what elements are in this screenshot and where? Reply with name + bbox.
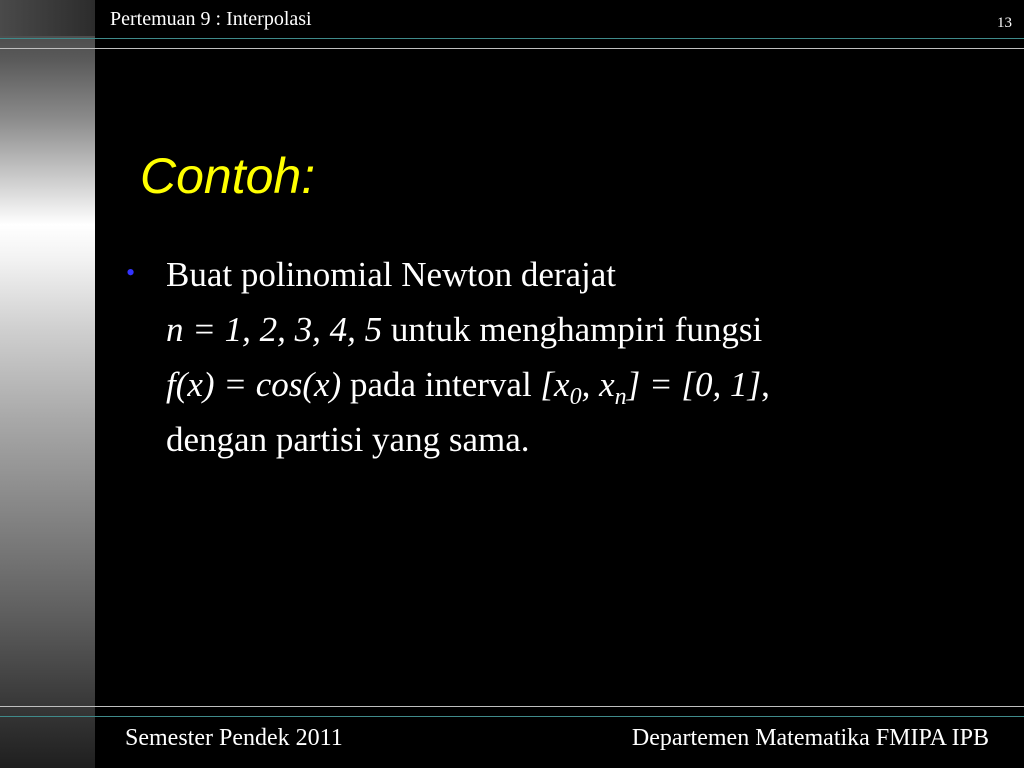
bullet-line-2 [166,302,1006,357]
bullet-line-2-text: untuk menghampiri fungsi [382,310,763,349]
page-number: 13 [997,15,1012,31]
header-corner [0,0,95,36]
bullet-line-4: dengan partisi yang sama. [166,420,530,459]
bullet-line-3-text: pada interval [341,365,541,404]
bullet-item [126,247,1006,467]
footer-divider-gray [0,706,1024,707]
slide-title: Contoh: [140,148,316,204]
interval-close: ] = [0, 1] [626,365,762,404]
bullet-line-3-end: , [761,365,770,404]
bullet-text [166,247,1006,467]
footer-semester: Semester Pendek 2011 [125,725,343,751]
bullet-icon: • [126,258,136,287]
interval-expression [540,365,762,410]
interval-mid: , x [581,365,615,404]
degree-values: n = 1, 2, 3, 4, 5 [166,310,383,349]
bullet-line-1: Buat polinomial Newton derajat [166,255,617,294]
bullet-line-3 [166,357,1006,412]
subscript-0: 0 [569,384,582,410]
interval-open: [x [540,365,570,404]
subscript-n: n [614,384,627,410]
header-title: Pertemuan 9 : Interpolasi [110,8,312,30]
footer-divider-teal [0,716,1024,717]
function-expression: f(x) = cos(x) [166,365,342,404]
footer-department: Departemen Matematika FMIPA IPB [631,725,989,751]
side-gradient-band [0,0,95,768]
header-divider-teal [0,38,1024,39]
header-divider-gray [0,48,1024,49]
